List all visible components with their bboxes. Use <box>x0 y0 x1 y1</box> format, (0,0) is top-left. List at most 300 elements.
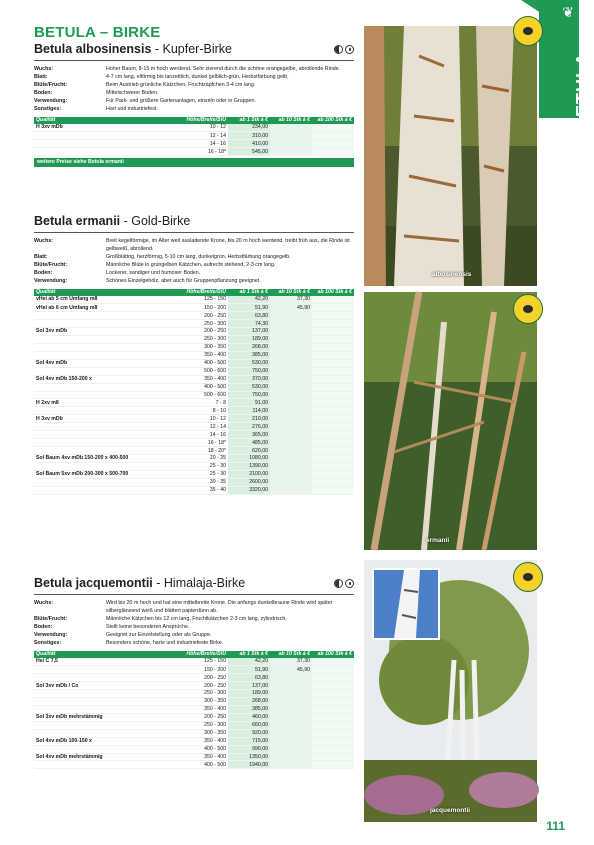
section-title <box>34 212 354 230</box>
photo-jacquemontii <box>364 560 537 822</box>
table-cell <box>312 304 354 312</box>
price-table <box>34 289 354 495</box>
table-cell <box>34 761 158 769</box>
attribute-value: Männliche Kätzchen bis 12 cm lang, Fruchtkätzchen 2-3 cm lang, zylindrisch. <box>106 616 287 623</box>
column-header: ab 1 Stk à € <box>228 289 270 296</box>
table-cell <box>270 423 312 431</box>
table-cell: 1940,00 <box>228 761 270 769</box>
table-cell <box>312 312 354 320</box>
attribute-row <box>34 73 354 81</box>
table-cell <box>270 383 312 391</box>
table-row <box>34 335 354 343</box>
table-cell: 200 - 250 <box>158 713 228 721</box>
table-row <box>34 351 354 359</box>
table-cell <box>34 351 158 359</box>
table-cell: 268,00 <box>228 697 270 705</box>
table-cell <box>312 761 354 769</box>
table-cell: 620,00 <box>228 447 270 455</box>
table-header-row <box>34 117 354 124</box>
attribute-value: Beim Austrieb grünliche Kätzchen, Fruchtzäpfchen 3-4 cm lang. <box>106 82 256 89</box>
table-cell <box>312 470 354 478</box>
attribute-key: Blatt: <box>34 254 48 261</box>
table-cell <box>312 666 354 674</box>
table-cell: 150 - 200 <box>158 304 228 312</box>
table-cell <box>34 486 158 494</box>
table-cell: 300 - 350 <box>158 343 228 351</box>
table-cell: 8 - 10 <box>158 407 228 415</box>
table-cell: 310,00 <box>228 132 270 140</box>
table-cell: 3320,00 <box>228 486 270 494</box>
table-cell <box>270 690 312 698</box>
title-rule <box>34 594 354 595</box>
table-row <box>34 658 354 666</box>
column-header: ab 10 Stk à € <box>270 651 312 658</box>
table-cell: 63,80 <box>228 674 270 682</box>
column-header: Höhe/Breite/StU <box>158 289 228 296</box>
column-header: ab 100 Stk à € <box>312 651 354 658</box>
table-row <box>34 320 354 328</box>
attribute-value: Stellt keine besonderen Ansprüche. <box>106 624 190 631</box>
attribute-key: Blüte/Frucht: <box>34 82 67 89</box>
section-jacquemontii <box>34 574 354 769</box>
sun-icon <box>345 45 354 54</box>
attribute-value: Hoher Baum, 8-15 m hoch werdend. Sehr zierend durch die schöne orangegelbe, abrollende Rinde. <box>106 66 341 72</box>
table-cell <box>270 674 312 682</box>
title-rule <box>34 60 354 61</box>
table-cell: 545,00 <box>228 148 270 156</box>
table-cell <box>312 407 354 415</box>
table-cell: 300 - 350 <box>158 729 228 737</box>
table-cell <box>270 745 312 753</box>
table-row <box>34 705 354 713</box>
table-cell: 200 - 250 <box>158 328 228 336</box>
table-cell <box>312 721 354 729</box>
table-cell <box>270 729 312 737</box>
attribute-value: Männliche Blüte in grüngelben Kätzchen, aufrecht stehend, 2-3 cm lang. <box>106 262 276 269</box>
table-cell <box>34 383 158 391</box>
table-cell: 1080,00 <box>228 455 270 463</box>
attribute-key: Blüte/Frucht: <box>34 262 67 269</box>
table-cell <box>312 439 354 447</box>
table-cell <box>270 721 312 729</box>
table-cell <box>34 343 158 351</box>
table-cell: 350 - 400 <box>158 375 228 383</box>
table-cell <box>312 658 354 666</box>
table-cell: 410,00 <box>228 140 270 148</box>
attribute-value: Wird bis 20 m hoch und hat eine mittelbreite Krone. Die anfangs dunkelbraune Rinde wird später silberglänzend weiß und blättert papierdünn ab. <box>106 600 333 615</box>
table-cell <box>34 320 158 328</box>
table-cell: 500 - 600 <box>158 391 228 399</box>
table-cell <box>270 140 312 148</box>
attribute-row <box>34 97 354 105</box>
table-cell: 750,00 <box>228 391 270 399</box>
table-cell <box>312 690 354 698</box>
table-cell: 51,90 <box>228 304 270 312</box>
quality-seal-icon <box>513 294 543 324</box>
table-row <box>34 470 354 478</box>
column-header: Höhe/Breite/StU <box>158 117 228 124</box>
table-cell <box>34 674 158 682</box>
table-cell <box>270 486 312 494</box>
table-cell <box>34 439 158 447</box>
table-cell <box>312 148 354 156</box>
table-cell: 920,00 <box>228 729 270 737</box>
table-cell: 42,20 <box>228 296 270 304</box>
section-title <box>34 574 354 592</box>
table-cell: 189,00 <box>228 690 270 698</box>
table-cell: 500 - 600 <box>158 367 228 375</box>
table-cell <box>312 320 354 328</box>
table-cell <box>34 690 158 698</box>
table-cell <box>270 407 312 415</box>
table-cell <box>34 140 158 148</box>
title-rule <box>34 232 354 233</box>
table-cell <box>312 132 354 140</box>
attribute-value: Schönes Einzelgehölz, aber auch für Gruppenpflanzung geeignet. <box>106 278 261 285</box>
table-cell: 125 - 150 <box>158 296 228 304</box>
table-cell <box>34 447 158 455</box>
attributes <box>34 65 354 114</box>
table-cell: 460,00 <box>228 713 270 721</box>
attribute-value: Für Park- und größere Gartenanlagen, einzeln oder in Gruppen. <box>106 98 256 105</box>
table-cell: vHei ab 5 cm Umfang m8 <box>34 296 158 304</box>
table-cell <box>270 335 312 343</box>
table-cell <box>34 666 158 674</box>
column-header: Qualität <box>34 651 158 658</box>
table-cell: 234,00 <box>228 124 270 132</box>
attribute-key: Boden: <box>34 270 53 277</box>
table-cell <box>312 335 354 343</box>
table-cell <box>34 132 158 140</box>
table-cell: 485,00 <box>228 439 270 447</box>
table-row <box>34 312 354 320</box>
table-cell <box>270 351 312 359</box>
attribute-row <box>34 81 354 89</box>
table-cell <box>270 705 312 713</box>
table-cell: 12 - 14 <box>158 132 228 140</box>
table-cell: Sol 3xv mDb mehrstämmig <box>34 713 158 721</box>
table-cell <box>312 462 354 470</box>
symbols <box>334 45 354 54</box>
table-cell: Hei C 7,5 <box>34 658 158 666</box>
table-cell: 14 - 16 <box>158 431 228 439</box>
table-row <box>34 431 354 439</box>
attribute-row <box>34 623 354 631</box>
table-cell: 300 - 350 <box>158 697 228 705</box>
table-row <box>34 682 354 690</box>
table-row <box>34 415 354 423</box>
table-cell: 385,00 <box>228 705 270 713</box>
table-cell: 400 - 500 <box>158 359 228 367</box>
table-cell <box>312 375 354 383</box>
table-cell <box>270 367 312 375</box>
table-cell <box>34 148 158 156</box>
table-cell: H 2xv m8 <box>34 399 158 407</box>
table-cell: 10 - 12 <box>158 415 228 423</box>
table-row <box>34 745 354 753</box>
table-row <box>34 753 354 761</box>
table-cell <box>312 415 354 423</box>
table-cell: 35 - 40 <box>158 486 228 494</box>
table-row <box>34 423 354 431</box>
table-cell <box>312 705 354 713</box>
table-row <box>34 729 354 737</box>
table-cell: 30 - 35 <box>158 478 228 486</box>
table-row <box>34 486 354 494</box>
attribute-row <box>34 89 354 97</box>
column-header: ab 100 Stk à € <box>312 289 354 296</box>
table-cell: vHei ab 6 cm Umfang m8 <box>34 304 158 312</box>
table-cell: 16 - 18* <box>158 439 228 447</box>
table-cell <box>312 296 354 304</box>
table-cell: 25 - 30 <box>158 462 228 470</box>
attribute-key: Boden: <box>34 90 53 97</box>
table-cell: 200 - 250 <box>158 674 228 682</box>
photo-ermanii <box>364 292 537 550</box>
table-cell <box>270 478 312 486</box>
table-cell: 150 - 200 <box>158 666 228 674</box>
table-cell: 715,00 <box>228 737 270 745</box>
attribute-key: Sonstiges: <box>34 106 62 113</box>
table-row <box>34 690 354 698</box>
table-row <box>34 407 354 415</box>
table-cell <box>270 375 312 383</box>
table-cell: H 3xv mDb <box>34 124 158 132</box>
table-cell: 750,00 <box>228 367 270 375</box>
attribute-row <box>34 639 354 647</box>
column-header: ab 10 Stk à € <box>270 117 312 124</box>
title-sub: BIRKE <box>112 24 161 41</box>
table-cell: 268,00 <box>228 343 270 351</box>
table-cell <box>312 359 354 367</box>
table-cell: 210,00 <box>228 415 270 423</box>
table-cell: 14 - 16 <box>158 140 228 148</box>
symbols <box>334 579 354 588</box>
table-cell <box>34 705 158 713</box>
attribute-key: Sonstiges: <box>34 640 62 647</box>
photo-albosinensis <box>364 26 537 286</box>
table-cell <box>270 359 312 367</box>
table-cell: Sol 4xv mDb <box>34 359 158 367</box>
table-cell <box>312 124 354 132</box>
attribute-row <box>34 599 354 615</box>
table-row <box>34 462 354 470</box>
table-cell: 25 - 30 <box>158 470 228 478</box>
attribute-key: Verwendung: <box>34 98 68 105</box>
section-albosinensis <box>34 40 354 167</box>
table-cell <box>270 391 312 399</box>
table-row <box>34 343 354 351</box>
table-cell <box>270 431 312 439</box>
table-cell <box>34 312 158 320</box>
table-cell: 250 - 300 <box>158 320 228 328</box>
branches-illustration <box>364 292 537 550</box>
attribute-key: Wuchs: <box>34 600 54 606</box>
page-title <box>34 24 160 41</box>
table-cell: Sol Baum 5xv mDb 200-300 x 500-700 <box>34 470 158 478</box>
table-cell: Sol 3xv mDb <box>34 328 158 336</box>
table-cell: 45,90 <box>270 666 312 674</box>
table-cell <box>312 486 354 494</box>
table-cell <box>270 682 312 690</box>
table-cell <box>312 455 354 463</box>
table-cell: 37,30 <box>270 296 312 304</box>
table-row <box>34 447 354 455</box>
attribute-row <box>34 615 354 623</box>
table-row <box>34 296 354 304</box>
table-cell: 250 - 300 <box>158 335 228 343</box>
table-cell: 63,80 <box>228 312 270 320</box>
table-row <box>34 359 354 367</box>
photo-caption: jacquemontii <box>430 807 471 814</box>
table-cell <box>34 407 158 415</box>
table-row <box>34 697 354 705</box>
table-cell: 2600,00 <box>228 478 270 486</box>
attribute-value: Breit kegelförmige, im Alter weit ausladende Krone, bis 20 m hoch werdend, treibt früh aus, die Rinde ist gelbweiß, abrollend. <box>106 238 350 253</box>
table-cell: 189,00 <box>228 335 270 343</box>
attribute-key: Blatt: <box>34 74 48 81</box>
table-cell: 400 - 500 <box>158 761 228 769</box>
attribute-row <box>34 277 354 285</box>
table-cell: 350 - 400 <box>158 737 228 745</box>
attributes <box>34 237 354 286</box>
table-cell <box>34 462 158 470</box>
table-row <box>34 666 354 674</box>
table-cell <box>270 343 312 351</box>
table-cell <box>34 478 158 486</box>
table-cell: H 3xv mDb <box>34 415 158 423</box>
table-cell: 18 - 20* <box>158 447 228 455</box>
table-cell: Sol 4xv mDb 100-150 x <box>34 737 158 745</box>
table-cell <box>34 431 158 439</box>
table-cell <box>312 713 354 721</box>
table-row <box>34 761 354 769</box>
table-cell: 250 - 300 <box>158 690 228 698</box>
german-name: - Gold-Birke <box>120 214 191 228</box>
table-row <box>34 399 354 407</box>
column-header: Qualität <box>34 117 158 124</box>
attribute-key: Blüte/Frucht: <box>34 616 67 623</box>
note-bar: weitere Preise siehe Betula ermanii <box>34 158 354 167</box>
table-row <box>34 375 354 383</box>
table-cell: 12 - 14 <box>158 423 228 431</box>
bark-illustration <box>364 26 537 286</box>
table-row <box>34 124 354 132</box>
table-row <box>34 304 354 312</box>
table-cell: 125 - 150 <box>158 658 228 666</box>
attribute-value: Lockerer, sandiger und humoser Boden. <box>106 270 201 277</box>
table-cell: 10 - 12 <box>158 124 228 132</box>
table-cell <box>270 328 312 336</box>
table-cell: 276,00 <box>228 423 270 431</box>
table-cell <box>312 391 354 399</box>
attribute-key: Wuchs: <box>34 66 54 72</box>
column-header: ab 10 Stk à € <box>270 289 312 296</box>
table-row <box>34 737 354 745</box>
attribute-value: 4-7 cm lang, eiförmig bis lanzettlich, dunkel gelblich-grün, Herbstfärbung gelb. <box>106 74 289 81</box>
table-cell: 16 - 18* <box>158 148 228 156</box>
table-row <box>34 132 354 140</box>
attribute-row <box>34 269 354 277</box>
table-cell <box>312 697 354 705</box>
table-row <box>34 367 354 375</box>
price-table <box>34 651 354 770</box>
table-row <box>34 455 354 463</box>
table-cell: 990,00 <box>228 745 270 753</box>
table-cell <box>270 415 312 423</box>
attribute-value: Geeignet zur Einzelstellung oder als Gruppe. <box>106 632 212 639</box>
attribute-row <box>34 237 354 253</box>
latin-name: Betula albosinensis <box>34 42 152 56</box>
column-header: ab 1 Stk à € <box>228 651 270 658</box>
table-cell <box>312 737 354 745</box>
column-header: Qualität <box>34 289 158 296</box>
table-row <box>34 713 354 721</box>
table-cell <box>312 351 354 359</box>
table-cell: 400 - 500 <box>158 745 228 753</box>
section-ermanii <box>34 212 354 495</box>
column-header: ab 1 Stk à € <box>228 117 270 124</box>
table-cell: 2100,00 <box>228 470 270 478</box>
price-table <box>34 117 354 156</box>
attribute-row <box>34 65 354 73</box>
table-cell: 250 - 300 <box>158 721 228 729</box>
table-cell <box>34 391 158 399</box>
attribute-key: Verwendung: <box>34 278 68 285</box>
table-cell <box>270 737 312 745</box>
attributes <box>34 599 354 648</box>
latin-name: Betula ermanii <box>34 214 121 228</box>
attribute-row <box>34 631 354 639</box>
bark-inset-photo <box>372 568 440 640</box>
inset-illustration <box>374 570 438 638</box>
table-cell: Sol 3xv mDb / Co <box>34 682 158 690</box>
table-row <box>34 391 354 399</box>
table-row <box>34 328 354 336</box>
table-cell <box>312 431 354 439</box>
table-cell <box>270 447 312 455</box>
table-cell <box>312 447 354 455</box>
table-cell: 660,00 <box>228 721 270 729</box>
table-cell: 137,00 <box>228 682 270 690</box>
table-cell: 1350,00 <box>228 753 270 761</box>
half-shade-icon <box>334 579 343 588</box>
table-cell: Sol 4xv mDb 150-200 x <box>34 375 158 383</box>
table-row <box>34 148 354 156</box>
table-cell <box>270 713 312 721</box>
table-cell: 370,00 <box>228 375 270 383</box>
table-cell: 200 - 250 <box>158 682 228 690</box>
table-cell: 42,20 <box>228 658 270 666</box>
column-header: Höhe/Breite/StU <box>158 651 228 658</box>
table-row <box>34 383 354 391</box>
table-cell: 530,00 <box>228 383 270 391</box>
attribute-value: Besonders schöne, harte und industriefeste Birke. <box>106 640 224 647</box>
table-cell <box>312 674 354 682</box>
table-cell: 350 - 400 <box>158 753 228 761</box>
attribute-value: Mittelschwerer Boden. <box>106 90 159 97</box>
table-cell <box>312 478 354 486</box>
table-cell <box>312 367 354 375</box>
attribute-key: Boden: <box>34 624 53 631</box>
table-cell <box>34 335 158 343</box>
table-row <box>34 674 354 682</box>
table-cell <box>312 753 354 761</box>
quality-seal-icon <box>513 16 543 46</box>
table-cell <box>270 462 312 470</box>
side-tab-label: BETULA <box>573 52 593 131</box>
half-shade-icon <box>334 45 343 54</box>
